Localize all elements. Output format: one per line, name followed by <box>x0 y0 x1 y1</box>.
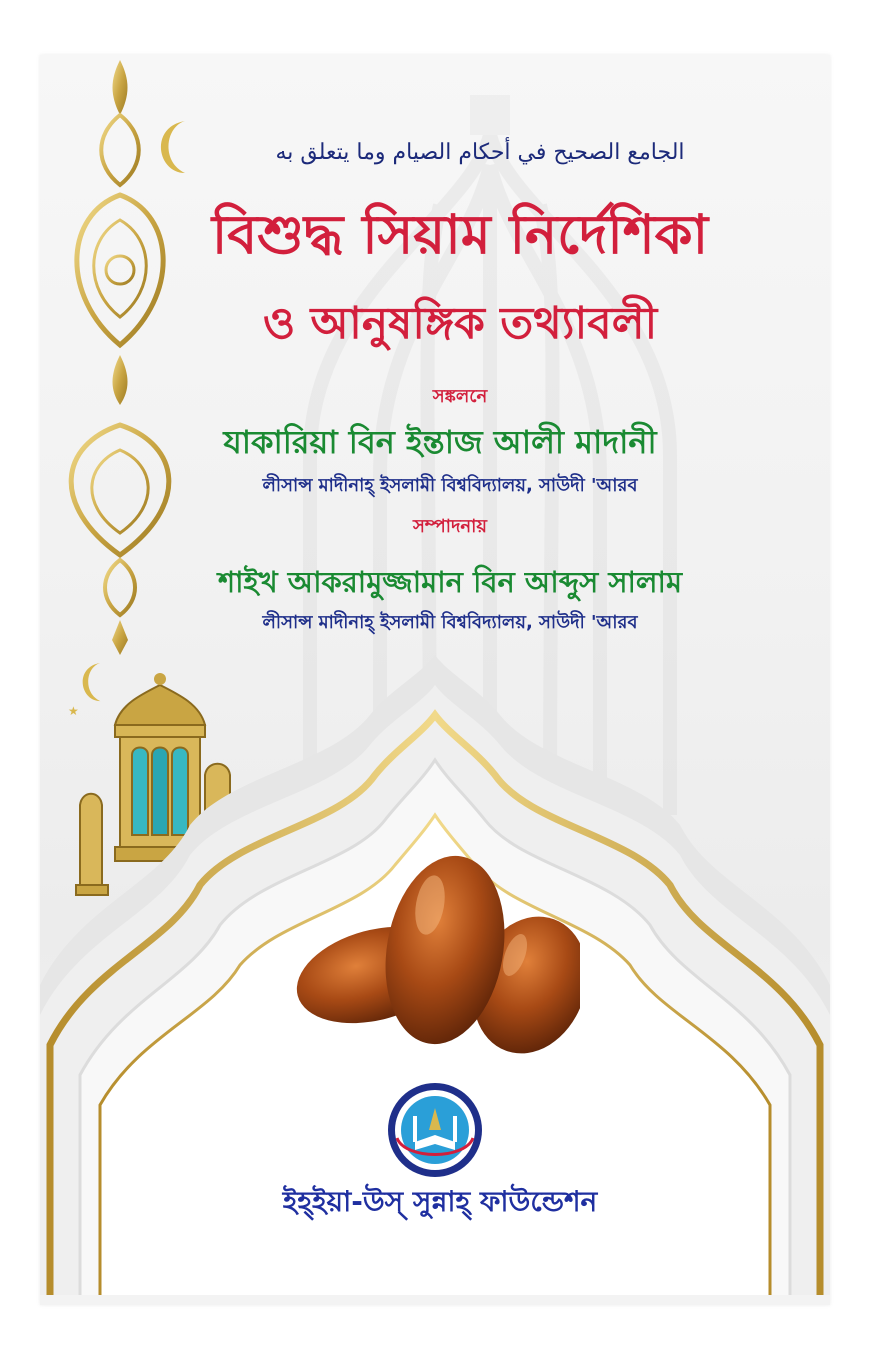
dates-fruit <box>290 845 580 1055</box>
compiled-by-label: সঙ্কলনে <box>432 386 488 407</box>
svg-text:★: ★ <box>68 704 79 718</box>
foundation-logo-emblem <box>385 1080 485 1180</box>
editor-name: শাইখ আকরামুজ্জামান বিন আব্দুস সালাম <box>217 565 683 599</box>
book-title-line1: বিশুদ্ধ সিয়াম নির্দেশিকা <box>211 203 709 266</box>
crescent-moon-icon <box>155 117 195 177</box>
editor-affiliation: লীসান্স মাদীনাহ্ ইসলামী বিশ্ববিদ্যালয়, সাউদী 'আরব <box>262 612 638 633</box>
author-affiliation: লীসান্স মাদীনাহ্ ইসলামী বিশ্ববিদ্যালয়, সাউদী 'আরব <box>262 475 638 496</box>
book-title-line2: ও আনুষঙ্গিক তথ্যাবলী <box>262 298 658 349</box>
arabic-title: الجامع الصحيح في أحكام الصيام وما يتعلق به <box>275 140 685 165</box>
publisher-name: ইহ্ইয়া-উস্ সুন্নাহ্ ফাউন্ডেশন <box>282 1185 598 1218</box>
edited-by-label: সম্পাদনায় <box>413 516 487 537</box>
author-name: যাকারিয়া বিন ইন্তাজ আলী মাদানী <box>223 423 657 461</box>
